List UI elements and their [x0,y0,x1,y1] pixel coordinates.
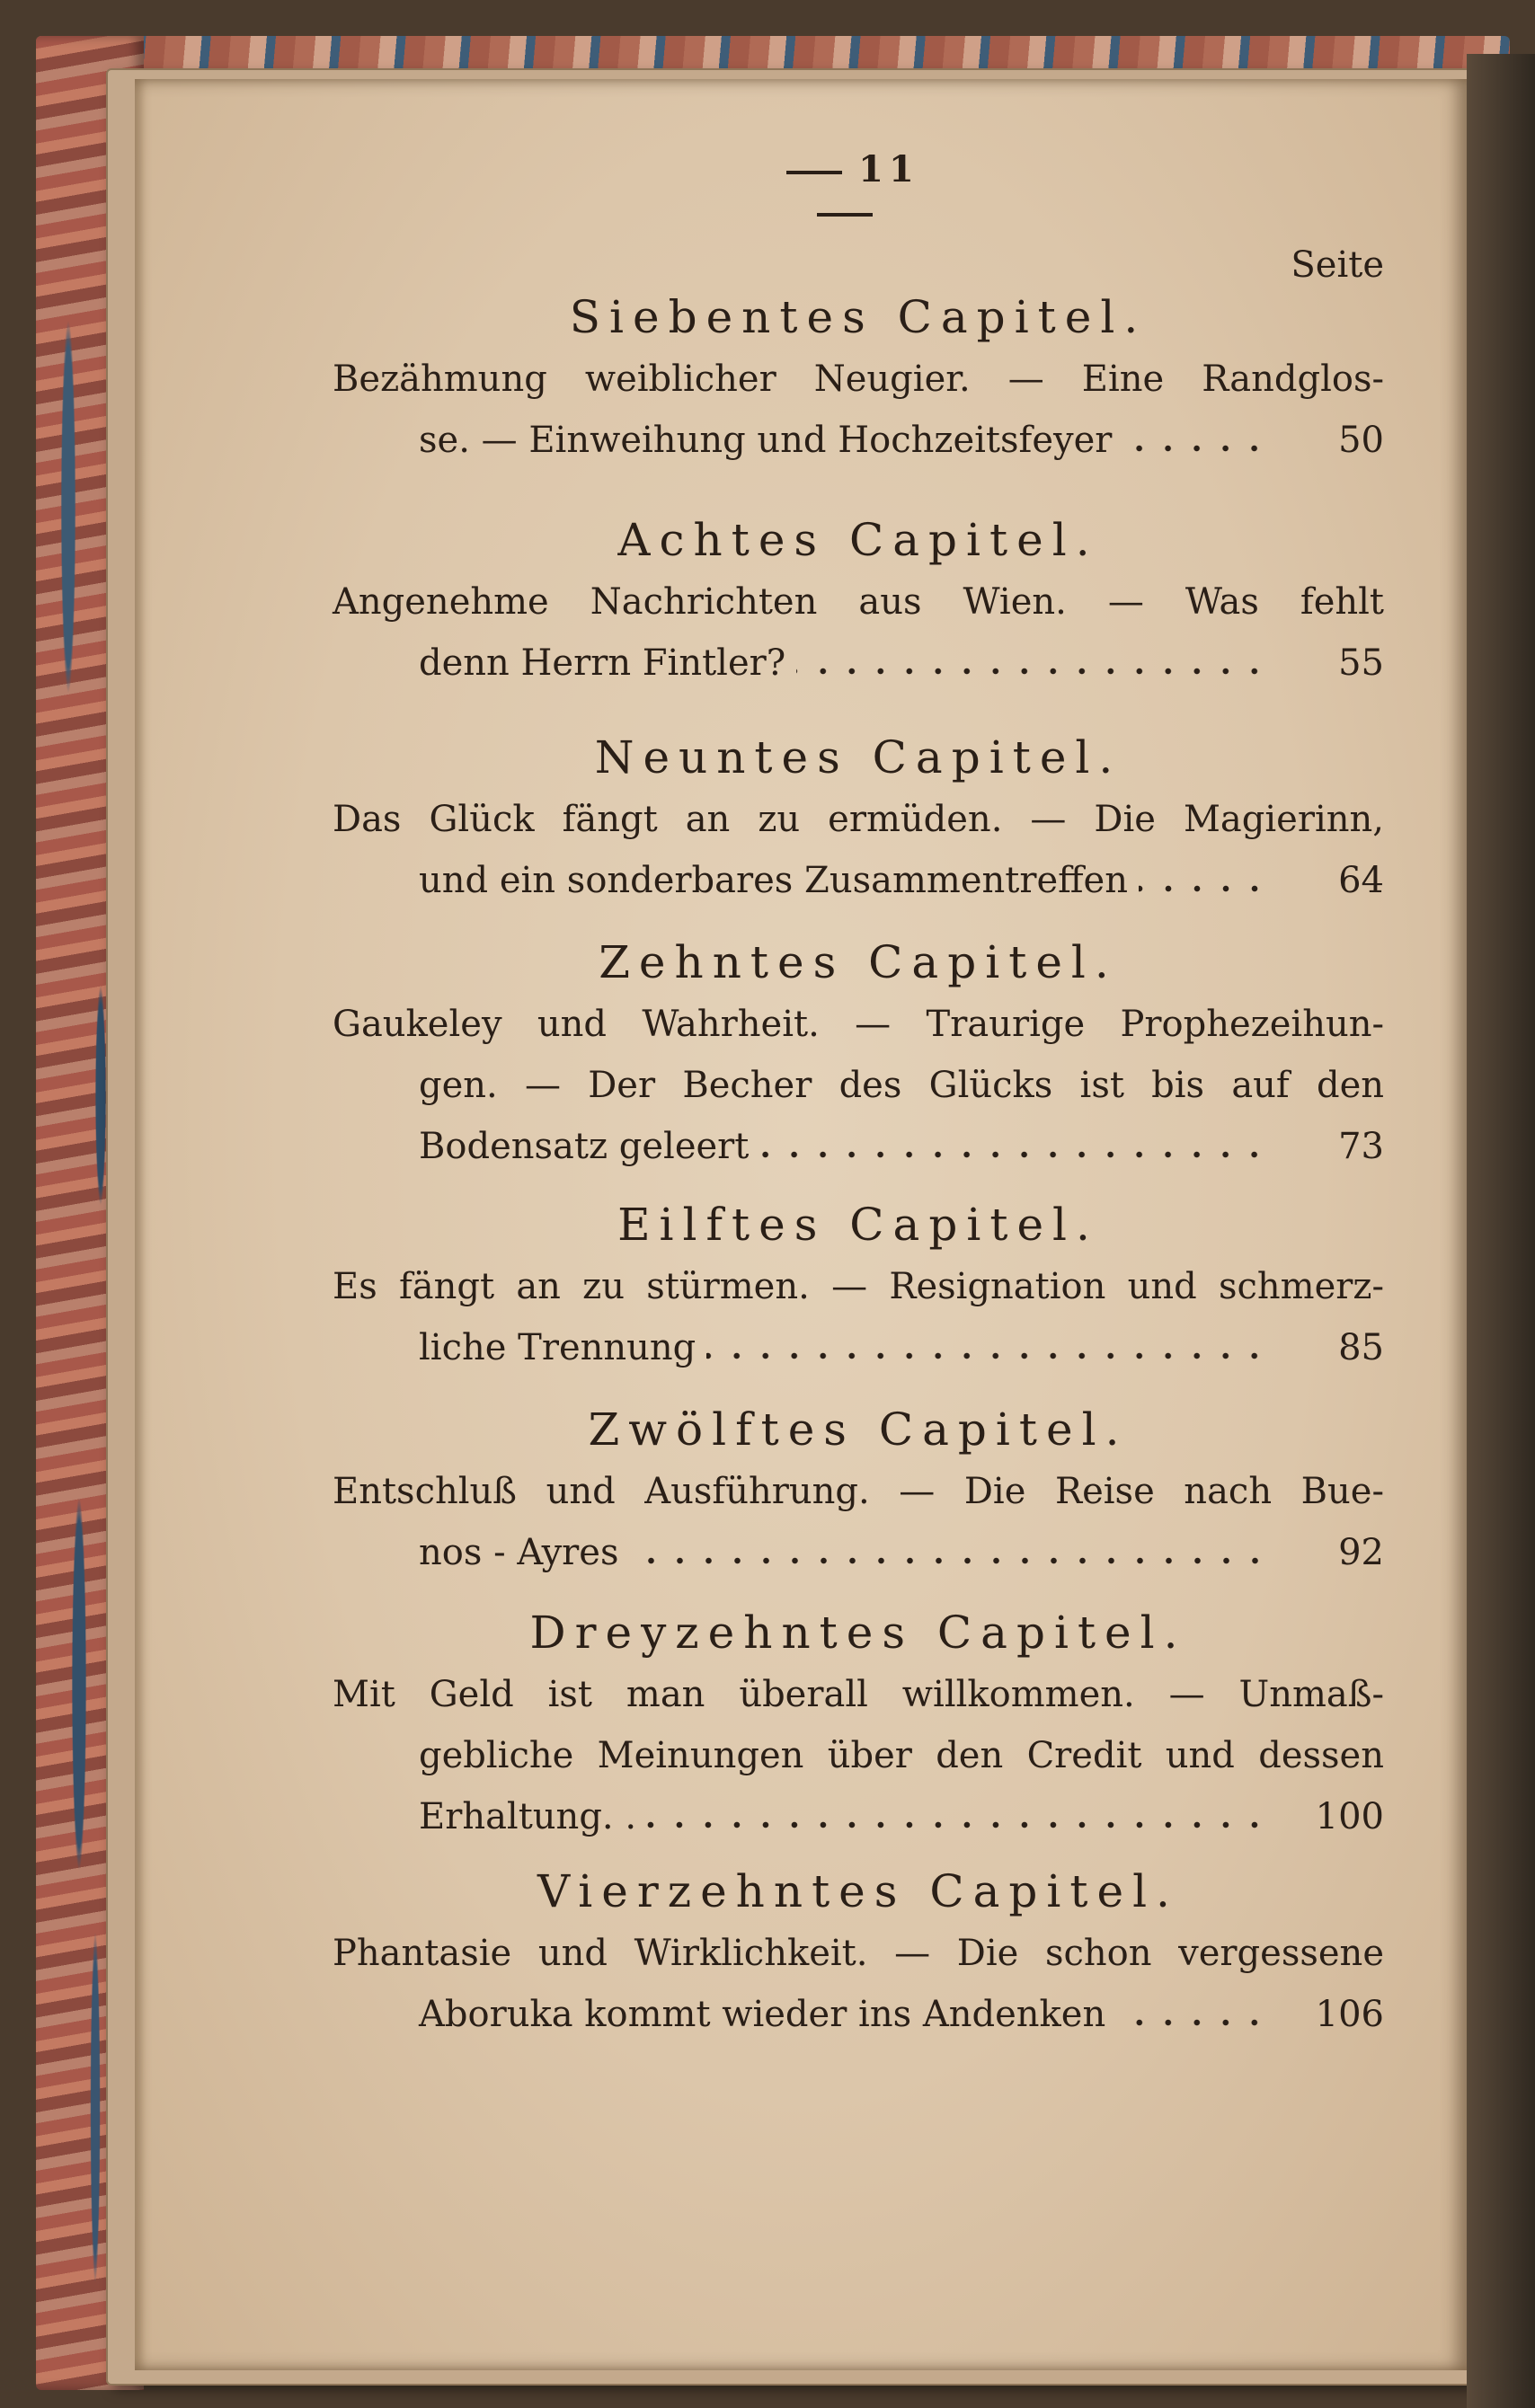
toc-entry [333,286,1384,471]
page-ref: 106 [1315,1994,1384,2035]
folio-number: 11 [858,148,919,190]
summary-line: gebliche Meinungen über den Credit und dessen [419,1735,1384,1776]
summary-line: Mit Geld ist man überall willkommen. — Unmaß- [333,1674,1384,1715]
summary-text: Erhaltung. . [419,1796,637,1837]
toc-entry [333,726,1384,911]
summary-text: Aboruka kommt wieder ins Andenken [419,1994,1106,2035]
chapter-title: Siebentes Capitel. [569,291,1148,343]
chapter-summary [333,789,1384,911]
chapter-summary [333,571,1384,694]
page-ref: 64 [1338,860,1384,901]
dot-leader [1116,2018,1269,2027]
dot-leader [1139,884,1269,893]
page-ref: 73 [1338,1126,1384,1167]
page-number-header [737,148,953,233]
toc-entry [333,1193,1384,1378]
summary-line: Angenehme Nachrichten aus Wien. — Was fehlt [333,581,1384,623]
summary-line: gen. — Der Becher des Glücks ist bis auf den [419,1065,1384,1106]
page-ref: 92 [1338,1532,1384,1573]
page-column-heading: Seite [1291,244,1384,286]
summary-last-line [333,1786,1384,1847]
page-ref: 55 [1338,642,1384,684]
chapter-summary [333,1461,1384,1583]
summary-last-line [333,1116,1384,1177]
dot-leader [706,1351,1269,1360]
chapter-summary [333,349,1384,471]
header-dash-right [817,213,873,217]
summary-text: denn Herrn Fintler? [419,642,786,684]
page-ref: 50 [1338,420,1384,461]
chapter-title: Neuntes Capitel. [594,731,1122,783]
summary-text: nos - Ayres [419,1532,619,1573]
summary-line: Entschluß und Ausführung. — Die Reise nach Bue- [333,1471,1384,1512]
chapter-title: Dreyzehntes Capitel. [529,1607,1187,1659]
dot-leader [1122,444,1269,453]
page-ref: 85 [1338,1327,1384,1368]
toc-entry [333,509,1384,694]
chapter-title: Zwölftes Capitel. [588,1403,1129,1456]
header-dash-left [786,171,842,174]
chapter-title: Eilftes Capitel. [617,1199,1099,1251]
summary-last-line [333,1522,1384,1583]
dot-leader [647,1820,1269,1829]
summary-text: liche Trennung [419,1327,697,1368]
page-ref: 100 [1315,1796,1384,1837]
toc-entry [333,1601,1384,1847]
dot-leader [759,1150,1269,1159]
summary-last-line [333,1984,1384,2045]
chapter-summary [333,994,1384,1177]
chapter-title: Achtes Capitel. [617,514,1099,566]
summary-line: Das Glück fängt an zu ermüden. — Die Magierinn, [333,799,1384,840]
chapter-summary [333,1256,1384,1378]
summary-text: und ein sonderbares Zusammentreffen [419,860,1128,901]
summary-line: Es fängt an zu stürmen. — Resignation und schmerz- [333,1266,1384,1307]
chapter-title: Zehntes Capitel. [599,936,1118,988]
dot-leader [630,1556,1270,1565]
chapter-summary [333,1664,1384,1847]
summary-last-line [333,850,1384,911]
toc-entry [333,1860,1384,2045]
toc-entry [333,1398,1384,1583]
summary-line: Bezähmung weiblicher Neugier. — Eine Randglos- [333,359,1384,400]
summary-last-line [333,1317,1384,1378]
chapter-summary [333,1923,1384,2045]
summary-line: Gaukeley und Wahrheit. — Traurige Prophezeihun- [333,1004,1384,1045]
summary-last-line [333,410,1384,471]
chapter-title: Vierzehntes Capitel. [537,1865,1179,1917]
summary-last-line [333,633,1384,694]
summary-text: se. — Einweihung und Hochzeitsfeyer [419,420,1113,461]
summary-line: Phantasie und Wirklichkeit. — Die schon vergessene [333,1933,1384,1974]
dot-leader [796,667,1269,676]
summary-text: Bodensatz geleert [419,1126,750,1167]
toc-entry [333,931,1384,1177]
